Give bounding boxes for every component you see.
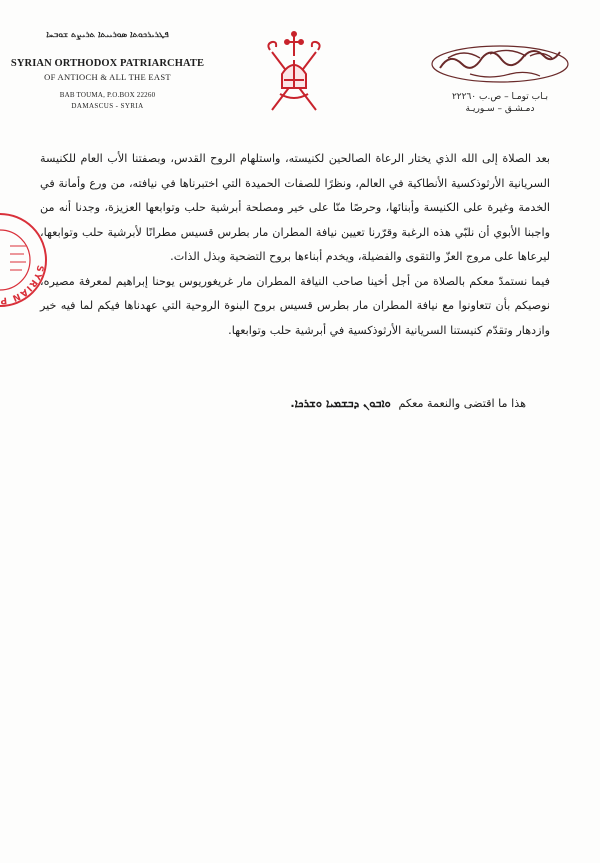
paragraph-appointment: بعد الصلاة إلى الله الذي يختار الرعاة الصالحين لكنيسته، واستلهام الروح القدس، وبصفتنا الأب العام للكنيسة السريانية الأرثوذكسية الأنطاكية في العالم، ونظرًا للصفات الحميدة التي اختبرناها في نيافته، من ورع وأمانة في الخدمة وغيرة على الكنيسة وأبنائها، وحرصًا منّا على خير ومصلحة أبرشية حلب وتوابعها العزيزة، وجدنا أنه من واجبنا الأبوي أن نلبّي هذه الرغبة وقرّرنا تعيين نيافة المطران مار بطرس قسيس مطرانًا لأبرشية حلب وتوابعها، ليرعاها على مروج العزّ والتقوى والفضيلة، ويخدم أبناءها بروح التضحية وبذل الذات. [40,152,550,263]
closing-syriac: ܘܐܒܘܢ ܕܒܫܡܝܐ ܘܫܪܟܐ. [290,397,391,410]
arabic-address: بـاب تومـا – ص.ب ٢٢٢٦٠ [451,92,549,102]
patriarchal-emblem-icon [262,30,326,116]
letterhead-left [10,30,205,110]
org-city: DAMASCUS - SYRIA [71,102,144,110]
paragraph-prayer: فيما نستمدّ معكم بالصلاة من أجل أخينا صاحب النيافة المطران مار غريغوريوس يوحنا إبراهيم لمعرفة مصيره، نوصيكم بأن تتعاونوا مع نيافة المطران مار بطرس قسيس بروح البنوة الروحية التي عهدناها فيكم لما فيه خير وازدهار وتقدّم كنيستنا السريانية الأرثوذكسية في أبرشية حلب وتوابعها. [40,274,550,337]
closing-text: هذا ما اقتضى والنعمة معكم [398,397,526,410]
closing-line [290,397,526,411]
org-name: SYRIAN ORTHODOX PATRIARCHATE [10,58,205,69]
letterhead-right [430,44,570,114]
arabic-city: دمـشـق – سـوريـة [465,104,535,114]
syriac-org-name: ܦܛܪܝܪܟܘܬܐ ܣܘܪܝܝܬܐ ܬܪܝܨܬ ܫܘܒܚܐ [46,30,169,40]
org-address: BAB TOUMA, P.O.BOX 22260 [59,91,156,99]
svg-text:SYRIAN PATRIARCHATE [0,212,45,305]
org-subtitle: OF ANTIOCH & ALL THE EAST [44,72,171,82]
arabic-calligraphy-logo [430,44,570,84]
stamp-text: SYRIAN P [0,264,45,306]
letter-body [40,147,550,343]
